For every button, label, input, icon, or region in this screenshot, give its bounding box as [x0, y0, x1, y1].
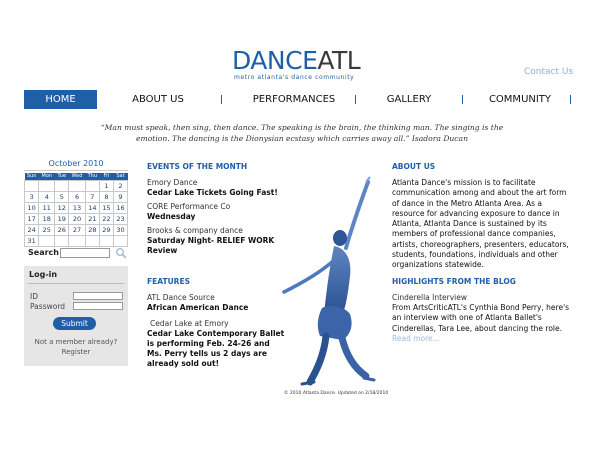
calendar-weekday: Mon	[39, 173, 55, 180]
calendar-empty-cell	[85, 235, 99, 246]
calendar-week-row	[25, 202, 128, 213]
password-input[interactable]	[73, 302, 123, 310]
blog-section	[392, 277, 570, 344]
calendar-day[interactable]: 18	[39, 213, 55, 224]
calendar-weekday: Thu	[85, 173, 99, 180]
calendar-weekday: Sat	[113, 173, 127, 180]
events-heading: EVENTS OF THE MONTH	[147, 162, 248, 171]
features-heading: FEATURES	[147, 277, 190, 286]
calendar-day[interactable]: 28	[85, 224, 99, 235]
site-logo[interactable]	[232, 47, 368, 81]
calendar-day[interactable]: 23	[113, 213, 127, 224]
register-link[interactable]: Register	[61, 348, 91, 356]
copyright-notice: © 2010 Atlanta Dance. Updated on 2/18/2010	[284, 391, 389, 396]
calendar-day[interactable]: 12	[55, 202, 69, 213]
calendar-empty-cell	[85, 180, 99, 191]
search-input[interactable]	[60, 248, 110, 258]
login-divider	[28, 283, 124, 284]
calendar-day[interactable]: 31	[25, 235, 39, 246]
feature-title-link[interactable]: Cedar Lake Contemporary Ballet	[147, 329, 285, 338]
calendar-day[interactable]: 30	[113, 224, 127, 235]
calendar-day[interactable]: 17	[25, 213, 39, 224]
read-more-link[interactable]: Read more...	[392, 333, 440, 343]
calendar-day[interactable]: 15	[99, 202, 113, 213]
nav-gallery[interactable]: GALLERY	[386, 94, 432, 105]
events-section	[147, 162, 287, 256]
blog-text	[392, 303, 570, 344]
calendar-empty-cell	[113, 235, 127, 246]
calendar-day[interactable]: 27	[69, 224, 85, 235]
calendar-widget	[24, 158, 128, 247]
calendar-day[interactable]: 14	[85, 202, 99, 213]
event-source: Emory Dance	[147, 178, 198, 187]
main-nav	[24, 90, 576, 109]
calendar-day[interactable]: 5	[55, 191, 69, 202]
logo-tagline: metro atlanta's dance community	[234, 74, 355, 81]
logo-dance-text: DANCE	[232, 46, 318, 75]
calendar-day[interactable]: 6	[69, 191, 85, 202]
feature-body: is performing Feb. 24-26 and Ms. Perry tells us 2 days are already sold out!	[147, 339, 270, 368]
calendar-day[interactable]: 19	[55, 213, 69, 224]
calendar-weekday: Sun	[25, 173, 39, 180]
features-section	[147, 277, 287, 369]
nav-community[interactable]: COMMUNITY	[488, 94, 552, 105]
nav-home[interactable]: HOME	[24, 90, 97, 109]
nav-performances[interactable]: PERFORMANCES	[252, 94, 336, 105]
calendar-empty-cell	[39, 235, 55, 246]
nav-separator	[462, 95, 463, 104]
calendar-day[interactable]: 21	[85, 213, 99, 224]
password-label: Password	[30, 302, 66, 311]
calendar-day[interactable]: 10	[25, 202, 39, 213]
calendar-empty-cell	[69, 235, 85, 246]
calendar-week-row	[25, 224, 128, 235]
calendar-grid	[24, 173, 128, 247]
calendar-empty-cell	[55, 235, 69, 246]
calendar-empty-cell	[99, 235, 113, 246]
calendar-day[interactable]: 16	[113, 202, 127, 213]
member-question: Not a member already?	[34, 338, 118, 346]
calendar-day[interactable]: 20	[69, 213, 85, 224]
event-title-link[interactable]: Saturday Night- RELIEF WORK Review	[147, 236, 275, 255]
calendar-day[interactable]: 1	[99, 180, 113, 191]
calendar-day[interactable]: 24	[25, 224, 39, 235]
nav-separator	[355, 95, 356, 104]
calendar-day[interactable]: 7	[85, 191, 99, 202]
isadora-quote: “Man must speak, then sing, then dance. The speaking is the brain, the thinking man. The singing is the emotion. The dancing is the Dionysian ecstasy which carries away all.” Isadora Ducan	[100, 123, 504, 143]
contact-us-link[interactable]: Contact Us	[524, 67, 574, 77]
event-source: Brooks & company dance	[147, 226, 243, 235]
nav-about-us[interactable]: ABOUT US	[132, 94, 184, 105]
blog-excerpt: From ArtsCriticATL's Cynthia Bond Perry, here's an interview with one of Atlanta Ballet's Cinderellas, Tara Lee, about dancing the role.	[392, 303, 570, 333]
calendar-day[interactable]: 4	[39, 191, 55, 202]
blog-heading: HIGHLIGHTS FROM THE BLOG	[392, 277, 516, 286]
event-title-link[interactable]: Cedar Lake Tickets Going Fast!	[147, 188, 278, 197]
event-source: CORE Performance Co	[147, 202, 231, 211]
calendar-day[interactable]: 11	[39, 202, 55, 213]
nav-separator	[221, 95, 222, 104]
calendar-week-row	[25, 213, 128, 224]
calendar-day[interactable]: 29	[99, 224, 113, 235]
id-input[interactable]	[73, 292, 123, 300]
login-panel	[24, 266, 128, 366]
calendar-week-row	[25, 235, 128, 246]
calendar-weekday: Fri	[99, 173, 113, 180]
search-icon[interactable]	[115, 247, 127, 259]
calendar-month-title: October 2010	[24, 158, 128, 171]
search-label: Search	[28, 248, 59, 257]
calendar-empty-cell	[25, 180, 39, 191]
calendar-day[interactable]: 13	[69, 202, 85, 213]
calendar-day[interactable]: 8	[99, 191, 113, 202]
event-title-link[interactable]: Wednesday	[147, 212, 196, 221]
calendar-empty-cell	[55, 180, 69, 191]
about-text: Atlanta Dance's mission is to facilitate communication among and about the art form of dance in the Metro Atlanta Area. As a resource for advancing exposure to dance in Atlanta, Atlanta Dance is sustained by its members of professional dance companies, artists, choreographers, presenters, educators, students, foundations, individuals and other organizations statewide.	[392, 178, 569, 270]
feature-title-link[interactable]: African American Dance	[147, 303, 249, 312]
feature-source: Cedar Lake at Emory	[150, 319, 229, 328]
calendar-day[interactable]: 22	[99, 213, 113, 224]
calendar-empty-cell	[69, 180, 85, 191]
logo-atl-text: ATL	[317, 46, 361, 75]
calendar-day[interactable]: 26	[55, 224, 69, 235]
login-title: Log-in	[29, 270, 58, 279]
about-heading: ABOUT US	[392, 162, 436, 171]
calendar-day[interactable]: 3	[25, 191, 39, 202]
about-section	[392, 162, 570, 271]
calendar-day[interactable]: 9	[113, 191, 127, 202]
submit-button[interactable]: Submit	[53, 317, 96, 330]
blog-source: Cinderella Interview	[392, 293, 468, 302]
calendar-empty-cell	[39, 180, 55, 191]
calendar-day[interactable]: 25	[39, 224, 55, 235]
calendar-day[interactable]: 2	[113, 180, 127, 191]
feature-source: ATL Dance Source	[147, 293, 215, 302]
search-bar	[28, 247, 128, 259]
calendar-week-row	[25, 191, 128, 202]
id-label: ID	[30, 292, 38, 301]
nav-separator	[570, 95, 571, 104]
calendar-weekday: Wed	[69, 173, 85, 180]
logo-wordmark	[232, 47, 368, 74]
calendar-weekday: Tue	[55, 173, 69, 180]
calendar-week-row	[25, 180, 128, 191]
dancer-photo	[280, 176, 384, 388]
